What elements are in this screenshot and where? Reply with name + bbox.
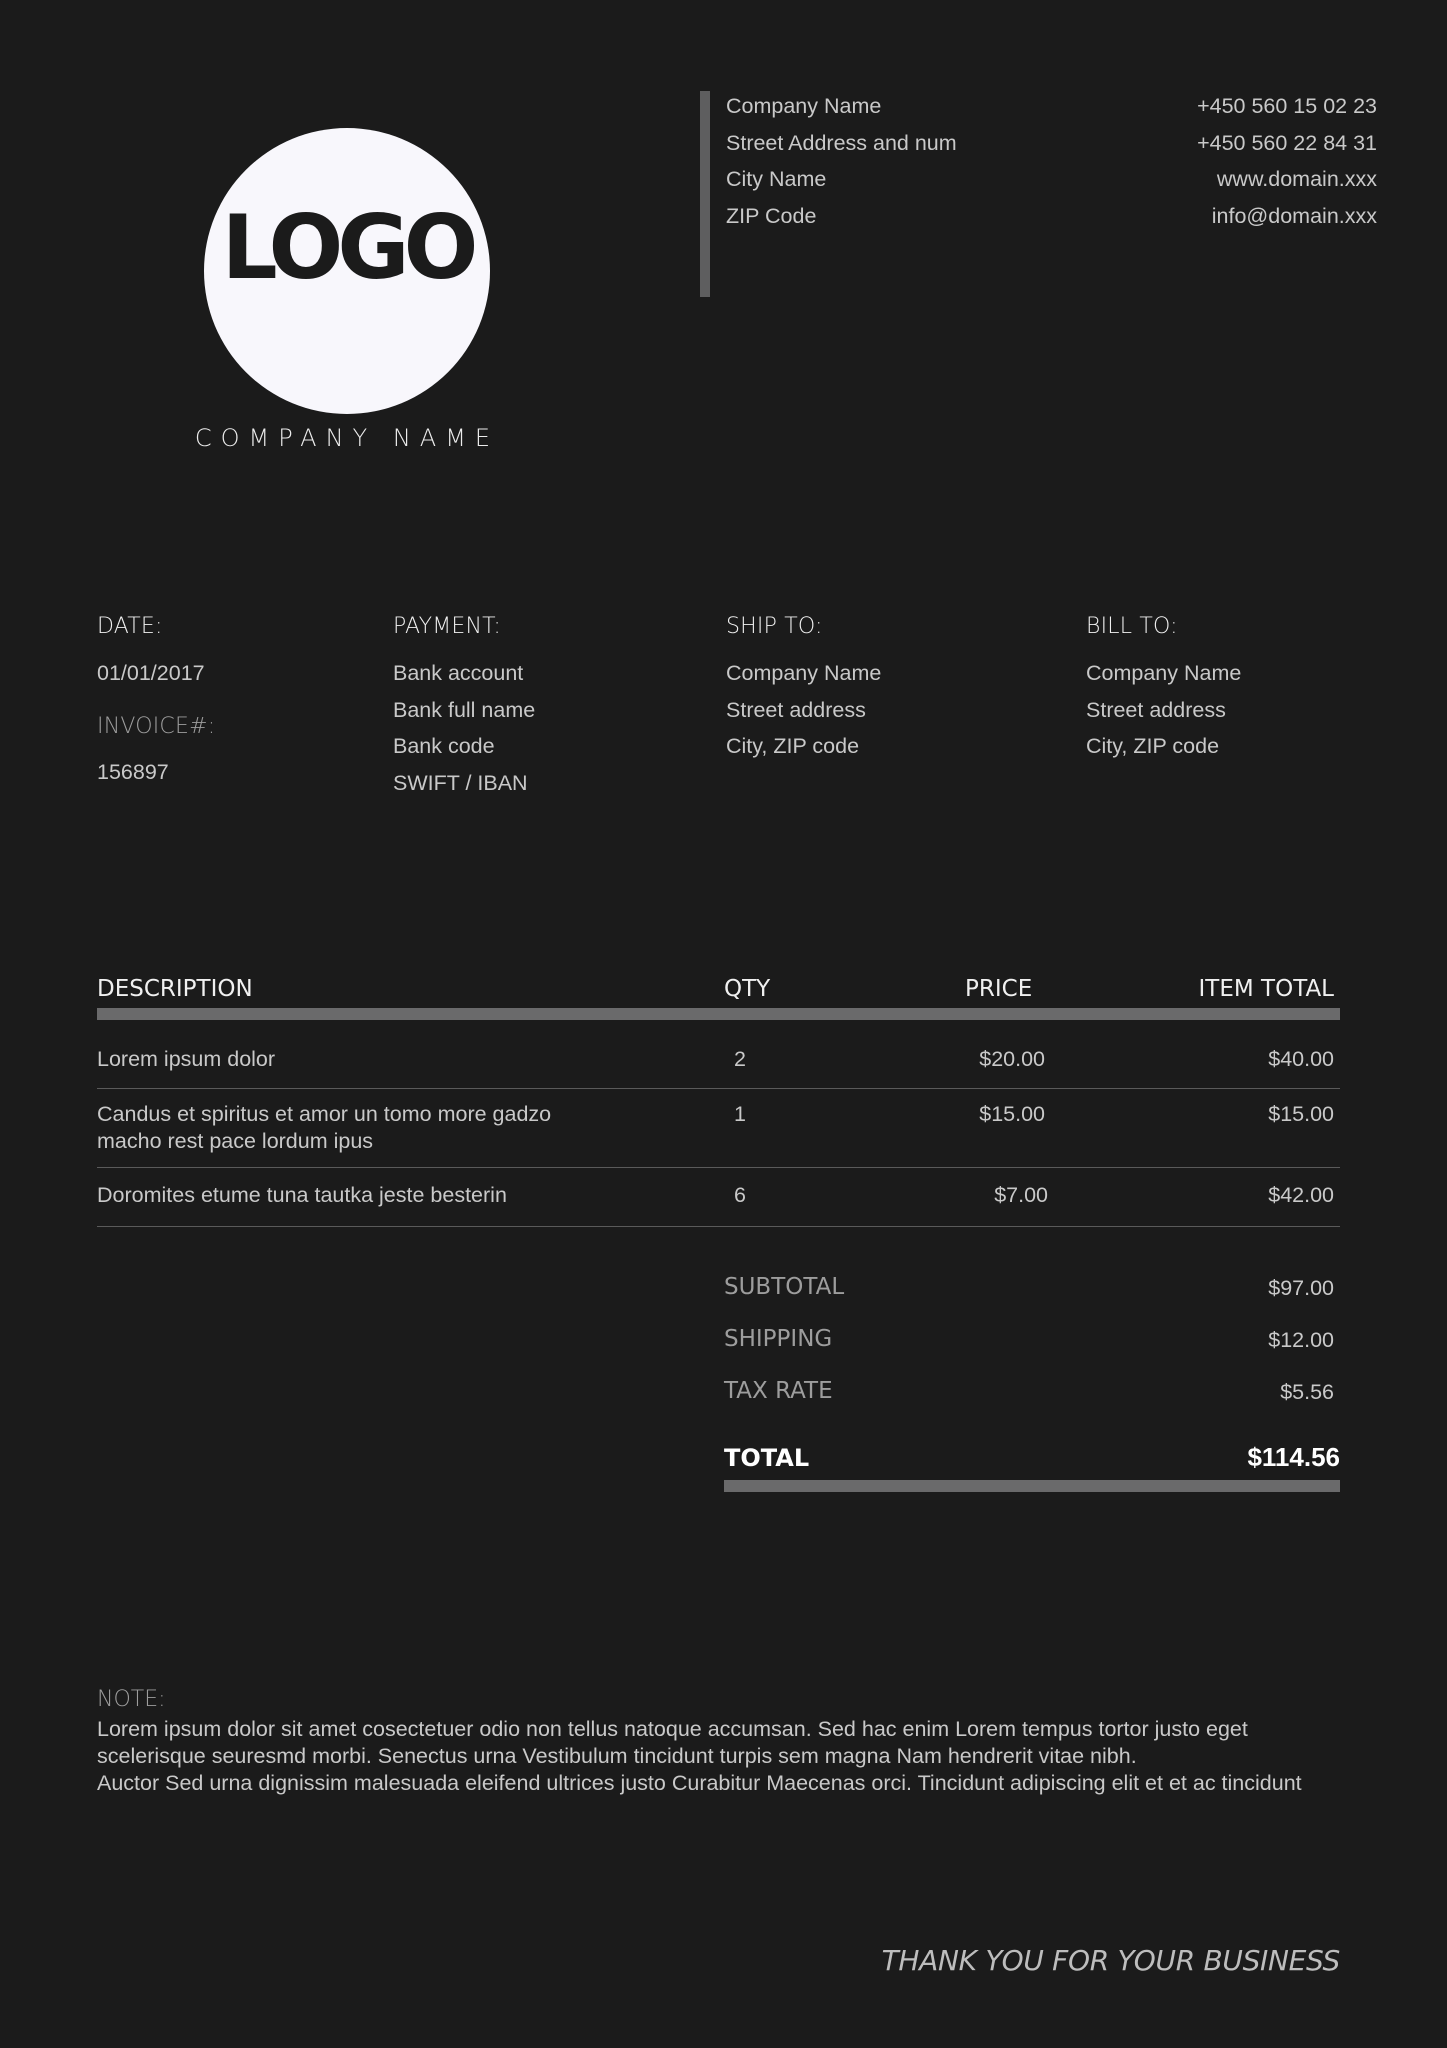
bill-to-line: Company Name bbox=[1086, 661, 1242, 685]
total-label: TOTAL bbox=[724, 1444, 810, 1472]
sender-email[interactable]: info@domain.xxx bbox=[1211, 203, 1377, 228]
payment-line: Bank full name bbox=[393, 697, 536, 722]
shipping-value: $12.00 bbox=[1268, 1328, 1334, 1352]
row-qty: 2 bbox=[734, 1047, 746, 1071]
bill-to-label: BILL TO: bbox=[1086, 614, 1178, 639]
note-line: Lorem ipsum dolor sit amet cosectetuer odio non tellus natoque accumsan. Sed hac enim Lorem tempus tortor justo eget bbox=[97, 1717, 1248, 1741]
row-divider bbox=[97, 1167, 1340, 1168]
table-header-rule bbox=[97, 1008, 1340, 1020]
logo-text: LOGO bbox=[221, 196, 473, 299]
row-divider bbox=[97, 1226, 1340, 1227]
ship-to-line: Company Name bbox=[726, 661, 882, 685]
ship-to-line: Street address bbox=[726, 697, 866, 722]
ship-to-address bbox=[726, 655, 881, 765]
subtotal-label: SUBTOTAL bbox=[724, 1274, 845, 1300]
sender-zip: ZIP Code bbox=[726, 203, 817, 228]
sender-phone-2: +450 560 22 84 31 bbox=[1197, 130, 1377, 155]
row-price: $15.00 bbox=[979, 1102, 1045, 1126]
sender-company: Company Name bbox=[726, 94, 882, 118]
payment-label: PAYMENT: bbox=[393, 614, 502, 639]
invoice-number-value: 156897 bbox=[97, 760, 169, 784]
note-line: Auctor Sed urna dignissim malesuada eleifend ultrices justo Curabitur Maecenas orci. Tincidunt adipiscing elit et et ac tincidunt bbox=[97, 1771, 1302, 1795]
payment-details bbox=[393, 655, 535, 801]
row-total: $42.00 bbox=[1268, 1183, 1334, 1207]
sender-street: Street Address and num bbox=[726, 130, 957, 155]
column-header-description: DESCRIPTION bbox=[97, 976, 253, 1002]
note-text bbox=[97, 1716, 1357, 1797]
shipping-label: SHIPPING bbox=[724, 1326, 833, 1352]
date-value: 01/01/2017 bbox=[97, 661, 205, 685]
sender-contacts bbox=[1197, 88, 1377, 234]
total-value: $114.56 bbox=[1247, 1442, 1340, 1472]
invoice-number-label: INVOICE#: bbox=[97, 714, 216, 739]
header-divider bbox=[700, 91, 710, 297]
row-description: Lorem ipsum dolor bbox=[97, 1047, 276, 1071]
bill-to-address bbox=[1086, 655, 1241, 765]
row-price: $20.00 bbox=[979, 1047, 1045, 1071]
sender-city: City Name bbox=[726, 167, 827, 191]
total-rule bbox=[724, 1480, 1340, 1492]
note-label: NOTE: bbox=[97, 1687, 166, 1712]
company-caption: COMPANY NAME bbox=[194, 424, 500, 452]
tax-rate-value: $5.56 bbox=[1280, 1380, 1334, 1404]
payment-line: SWIFT / IBAN bbox=[393, 770, 528, 795]
ship-to-label: SHIP TO: bbox=[726, 614, 823, 639]
row-description: Candus et spiritus et amor un tomo more gadzo bbox=[97, 1102, 552, 1126]
column-header-price: PRICE bbox=[965, 976, 1033, 1002]
row-divider bbox=[97, 1088, 1340, 1089]
ship-to-line: City, ZIP code bbox=[726, 734, 860, 758]
column-header-item-total: ITEM TOTAL bbox=[1198, 976, 1334, 1002]
bill-to-line: City, ZIP code bbox=[1086, 734, 1220, 758]
tax-rate-label: TAX RATE bbox=[724, 1378, 833, 1404]
column-header-qty: QTY bbox=[724, 976, 771, 1002]
date-label: DATE: bbox=[97, 614, 163, 639]
bill-to-line: Street address bbox=[1086, 697, 1226, 722]
row-description-continued: macho rest pace lordum ipus bbox=[97, 1129, 374, 1153]
sender-address bbox=[726, 88, 957, 234]
row-total: $15.00 bbox=[1268, 1102, 1334, 1126]
thank-you-message: THANK YOU FOR YOUR BUSINESS bbox=[881, 1944, 1340, 1977]
row-qty: 1 bbox=[734, 1102, 746, 1126]
payment-line: Bank account bbox=[393, 661, 524, 685]
sender-website[interactable]: www.domain.xxx bbox=[1216, 167, 1377, 191]
note-line: scelerisque seuresmd morbi. Senectus urna Vestibulum tincidunt turpis sem magna Nam hendrerit vitae nibh. bbox=[97, 1744, 1137, 1768]
logo-badge bbox=[204, 128, 490, 414]
row-total: $40.00 bbox=[1268, 1047, 1334, 1071]
row-qty: 6 bbox=[734, 1183, 746, 1207]
row-description: Doromites etume tuna tautka jeste besterin bbox=[97, 1183, 507, 1207]
subtotal-value: $97.00 bbox=[1268, 1276, 1334, 1300]
row-price: $7.00 bbox=[994, 1183, 1048, 1207]
payment-line: Bank code bbox=[393, 734, 495, 758]
sender-phone-1: +450 560 15 02 23 bbox=[1197, 94, 1377, 118]
